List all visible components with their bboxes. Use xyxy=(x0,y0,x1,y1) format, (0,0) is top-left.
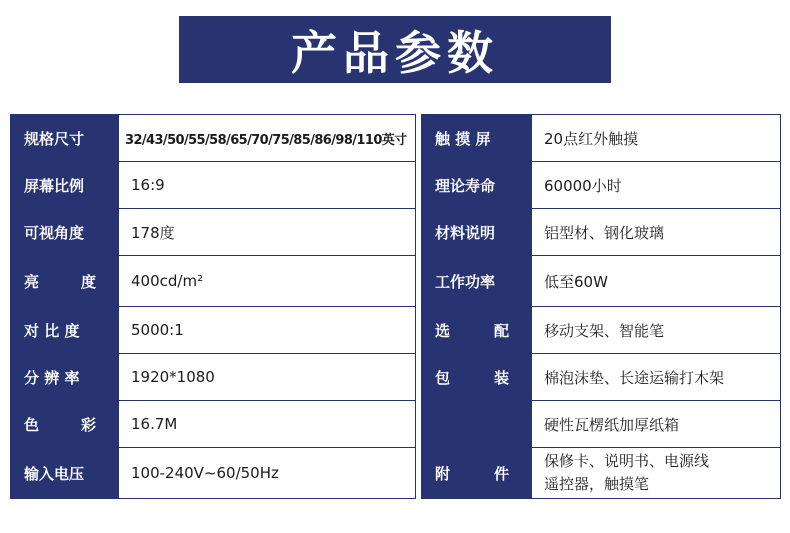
table-row xyxy=(11,162,781,209)
spec-value: 5000:1 xyxy=(119,307,416,354)
spec-label-char: 亮 xyxy=(24,272,40,291)
spec-label xyxy=(11,256,119,307)
spec-value: 移动支架、智能笔 xyxy=(532,307,781,354)
spec-label xyxy=(422,448,532,499)
spec-label xyxy=(422,354,532,401)
spec-label: 触 摸 屏 xyxy=(422,115,532,162)
spec-value: 铝型材、钢化玻璃 xyxy=(532,209,781,256)
table-row xyxy=(11,256,781,307)
spec-label: 工作功率 xyxy=(422,256,532,307)
table-row xyxy=(11,307,781,354)
spec-value: 60000小时 xyxy=(532,162,781,209)
spec-label: 可视角度 xyxy=(11,209,119,256)
spec-value: 32/43/50/55/58/65/70/75/85/86/98/110英寸 xyxy=(119,115,416,162)
spec-table xyxy=(10,114,781,499)
spec-label-char: 配 xyxy=(493,321,509,340)
spec-label-char: 包 xyxy=(435,368,451,387)
spec-label: 对 比 度 xyxy=(11,307,119,354)
spec-label: 屏幕比例 xyxy=(11,162,119,209)
spec-label: 输入电压 xyxy=(11,448,119,499)
spec-label: 分 辨 率 xyxy=(11,354,119,401)
spec-label-char: 件 xyxy=(493,464,509,483)
table-row xyxy=(11,354,781,401)
spec-value: 20点红外触摸 xyxy=(532,115,781,162)
spec-label: 材料说明 xyxy=(422,209,532,256)
spec-value xyxy=(532,448,781,499)
spec-value-line: 遥控器，触摸笔 xyxy=(544,475,650,493)
spec-label-char: 附 xyxy=(435,464,451,483)
spec-value: 178度 xyxy=(119,209,416,256)
spec-label-char: 选 xyxy=(435,321,451,340)
spec-value: 低至60W xyxy=(532,256,781,307)
spec-label xyxy=(11,401,119,448)
table-row xyxy=(11,401,781,448)
spec-label: 规格尺寸 xyxy=(11,115,119,162)
spec-value: 100-240V~60/50Hz xyxy=(119,448,416,499)
table-row xyxy=(11,209,781,256)
spec-label-char: 色 xyxy=(24,415,40,434)
table-row xyxy=(11,115,781,162)
spec-value: 硬性瓦楞纸加厚纸箱 xyxy=(532,401,781,448)
spec-value: 16.7M xyxy=(119,401,416,448)
spec-label-char: 度 xyxy=(80,272,96,291)
spec-label-char: 装 xyxy=(493,368,509,387)
spec-label xyxy=(422,307,532,354)
spec-label xyxy=(422,401,532,448)
table-row xyxy=(11,448,781,499)
spec-label: 理论寿命 xyxy=(422,162,532,209)
spec-value-line: 保修卡、说明书、电源线 xyxy=(544,452,710,470)
spec-value: 400cd/m² xyxy=(119,256,416,307)
spec-value: 16:9 xyxy=(119,162,416,209)
spec-value: 棉泡沫垫、长途运输打木架 xyxy=(532,354,781,401)
spec-label-char: 彩 xyxy=(80,415,96,434)
spec-value: 1920*1080 xyxy=(119,354,416,401)
page-title: 产品参数 xyxy=(179,16,611,83)
